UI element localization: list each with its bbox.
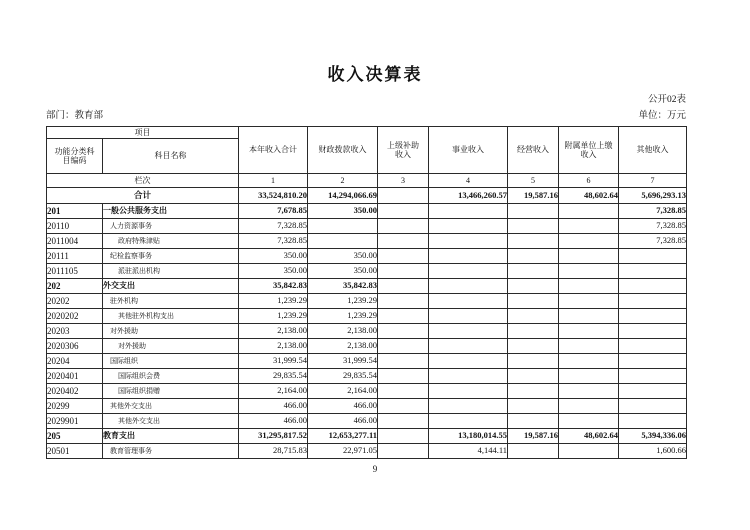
value-cell: 350.00 (308, 204, 378, 219)
value-cell: 2,164.00 (308, 384, 378, 399)
department-label: 部门：教育部 (46, 111, 104, 121)
table-row (47, 204, 687, 219)
value-cell (559, 294, 619, 309)
table-row (47, 429, 687, 444)
value-cell (508, 339, 559, 354)
header-col-total-income: 本年收入合计 (239, 127, 308, 174)
value-cell (619, 309, 687, 324)
value-cell (508, 204, 559, 219)
column-index: 2 (308, 174, 378, 188)
table-row (47, 399, 687, 414)
value-cell (559, 399, 619, 414)
column-index-row (47, 174, 687, 188)
value-cell: 7,328.85 (619, 234, 687, 249)
value-cell: 31,999.54 (308, 354, 378, 369)
header-col-business-income: 事业收入 (429, 127, 508, 174)
value-cell (429, 339, 508, 354)
table-row (47, 354, 687, 369)
value-cell: 12,653,277.11 (308, 429, 378, 444)
value-cell (508, 309, 559, 324)
value-cell (559, 219, 619, 234)
value-cell: 31,999.54 (239, 354, 308, 369)
value-cell: 1,239.29 (308, 309, 378, 324)
column-index: 3 (378, 174, 429, 188)
header-col-other-income: 其他收入 (619, 127, 687, 174)
column-index-label: 栏次 (47, 174, 239, 188)
value-cell (508, 384, 559, 399)
value-cell (378, 414, 429, 429)
header-col-fiscal-appropriation: 财政拨款收入 (308, 127, 378, 174)
value-cell (559, 249, 619, 264)
value-cell: 1,239.29 (308, 294, 378, 309)
value-cell: 31,295,817.52 (239, 429, 308, 444)
value-cell: 48,602.64 (559, 429, 619, 444)
value-cell (559, 234, 619, 249)
value-cell (429, 414, 508, 429)
total-row (47, 188, 687, 204)
column-index: 5 (508, 174, 559, 188)
table-row (47, 324, 687, 339)
value-cell (559, 369, 619, 384)
value-cell: 5,696,293.13 (619, 188, 687, 204)
value-cell: 350.00 (308, 249, 378, 264)
code-cell: 2020402 (47, 384, 103, 399)
value-cell: 29,835.54 (239, 369, 308, 384)
value-cell (378, 188, 429, 204)
name-cell: 纪检监察事务 (103, 249, 239, 264)
code-cell: 2029901 (47, 414, 103, 429)
value-cell (508, 294, 559, 309)
value-cell (429, 399, 508, 414)
value-cell (508, 249, 559, 264)
value-cell: 466.00 (239, 399, 308, 414)
code-cell: 2011004 (47, 234, 103, 249)
value-cell (429, 249, 508, 264)
name-cell: 驻外机构 (103, 294, 239, 309)
value-cell: 350.00 (308, 264, 378, 279)
value-cell: 28,715.83 (239, 444, 308, 459)
value-cell (429, 264, 508, 279)
value-cell (508, 444, 559, 459)
value-cell (559, 444, 619, 459)
value-cell: 48,602.64 (559, 188, 619, 204)
value-cell (378, 234, 429, 249)
value-cell (429, 309, 508, 324)
name-cell: 外交支出 (103, 279, 239, 294)
value-cell: 2,138.00 (308, 339, 378, 354)
value-cell (429, 369, 508, 384)
table-row (47, 309, 687, 324)
name-cell: 人力资源事务 (103, 219, 239, 234)
value-cell: 19,587.16 (508, 429, 559, 444)
value-cell: 29,835.54 (308, 369, 378, 384)
value-cell (429, 204, 508, 219)
value-cell (429, 384, 508, 399)
table-row (47, 234, 687, 249)
code-cell: 20204 (47, 354, 103, 369)
table-row (47, 279, 687, 294)
value-cell (508, 219, 559, 234)
value-cell (378, 324, 429, 339)
value-cell (508, 279, 559, 294)
value-cell: 350.00 (239, 249, 308, 264)
value-cell (429, 354, 508, 369)
value-cell (619, 369, 687, 384)
name-cell: 教育管理事务 (103, 444, 239, 459)
value-cell (559, 204, 619, 219)
header-subject-name: 科目名称 (103, 139, 239, 174)
value-cell (559, 354, 619, 369)
header-col-operating-income: 经营收入 (508, 127, 559, 174)
code-cell: 20202 (47, 294, 103, 309)
code-cell: 2011105 (47, 264, 103, 279)
code-cell: 20111 (47, 249, 103, 264)
value-cell (508, 354, 559, 369)
value-cell: 1,239.29 (239, 309, 308, 324)
value-cell (619, 414, 687, 429)
value-cell (378, 204, 429, 219)
code-cell: 20110 (47, 219, 103, 234)
name-cell: 其他驻外机构支出 (103, 309, 239, 324)
value-cell: 33,524,810.20 (239, 188, 308, 204)
name-cell: 对外援助 (103, 324, 239, 339)
value-cell (378, 249, 429, 264)
value-cell: 466.00 (308, 399, 378, 414)
value-cell: 2,138.00 (308, 324, 378, 339)
code-cell: 202 (47, 279, 103, 294)
meta-line (46, 107, 686, 121)
value-cell (378, 279, 429, 294)
value-cell: 19,587.16 (508, 188, 559, 204)
value-cell (508, 324, 559, 339)
value-cell (378, 264, 429, 279)
value-cell (559, 279, 619, 294)
code-cell: 2020401 (47, 369, 103, 384)
value-cell: 35,842.83 (308, 279, 378, 294)
value-cell (619, 324, 687, 339)
value-cell: 466.00 (308, 414, 378, 429)
table-row (47, 249, 687, 264)
code-cell: 205 (47, 429, 103, 444)
value-cell (559, 264, 619, 279)
name-cell: 政府特殊津贴 (103, 234, 239, 249)
value-cell (378, 339, 429, 354)
name-cell: 其他外交支出 (103, 414, 239, 429)
page-number: 9 (372, 464, 378, 474)
value-cell (508, 399, 559, 414)
value-cell: 7,328.85 (239, 234, 308, 249)
revenue-table (46, 126, 687, 459)
value-cell (378, 354, 429, 369)
code-cell: 2020306 (47, 339, 103, 354)
value-cell: 13,466,260.57 (429, 188, 508, 204)
value-cell (559, 309, 619, 324)
header-function-code: 功能分类科目编码 (47, 139, 103, 174)
value-cell: 1,239.29 (239, 294, 308, 309)
column-index: 6 (559, 174, 619, 188)
value-cell (508, 414, 559, 429)
value-cell: 13,180,014.55 (429, 429, 508, 444)
value-cell: 7,328.85 (239, 219, 308, 234)
code-cell: 2020202 (47, 309, 103, 324)
value-cell: 4,144.11 (429, 444, 508, 459)
value-cell: 35,842.83 (239, 279, 308, 294)
name-cell: 一般公共服务支出 (103, 204, 239, 219)
value-cell (378, 429, 429, 444)
header-item-group: 项目 (47, 127, 239, 139)
table-row (47, 294, 687, 309)
value-cell (378, 369, 429, 384)
name-cell: 国际组织会费 (103, 369, 239, 384)
value-cell (429, 234, 508, 249)
value-cell: 22,971.05 (308, 444, 378, 459)
value-cell: 2,138.00 (239, 339, 308, 354)
value-cell (559, 384, 619, 399)
value-cell: 2,164.00 (239, 384, 308, 399)
value-cell (508, 234, 559, 249)
name-cell: 教育支出 (103, 429, 239, 444)
value-cell: 2,138.00 (239, 324, 308, 339)
code-cell: 20203 (47, 324, 103, 339)
value-cell (429, 279, 508, 294)
value-cell (378, 219, 429, 234)
value-cell (308, 234, 378, 249)
value-cell (308, 219, 378, 234)
value-cell (378, 309, 429, 324)
value-cell: 14,294,066.69 (308, 188, 378, 204)
value-cell (619, 249, 687, 264)
column-index: 4 (429, 174, 508, 188)
name-cell: 国际组织 (103, 354, 239, 369)
table-row (47, 414, 687, 429)
value-cell (378, 444, 429, 459)
value-cell (429, 294, 508, 309)
column-index: 7 (619, 174, 687, 188)
header-row-top (47, 127, 687, 139)
name-cell: 派驻派出机构 (103, 264, 239, 279)
value-cell (378, 384, 429, 399)
header-col-superior-subsidy: 上级补助收入 (378, 127, 429, 174)
table-row (47, 339, 687, 354)
value-cell: 5,394,336.06 (619, 429, 687, 444)
value-cell (619, 354, 687, 369)
value-cell (559, 339, 619, 354)
value-cell: 466.00 (239, 414, 308, 429)
table-row (47, 219, 687, 234)
value-cell (619, 294, 687, 309)
total-label: 合计 (47, 188, 239, 204)
table-row (47, 264, 687, 279)
value-cell: 7,328.85 (619, 219, 687, 234)
code-cell: 20501 (47, 444, 103, 459)
value-cell (619, 264, 687, 279)
header-col-affiliate-remitted: 附属单位上缴收入 (559, 127, 619, 174)
value-cell (378, 399, 429, 414)
unit-label: 单位：万元 (638, 111, 686, 121)
table-row (47, 369, 687, 384)
value-cell (619, 384, 687, 399)
value-cell (429, 219, 508, 234)
value-cell (619, 339, 687, 354)
value-cell: 7,678.85 (239, 204, 308, 219)
value-cell (429, 324, 508, 339)
value-cell: 1,600.66 (619, 444, 687, 459)
name-cell: 国际组织捐赠 (103, 384, 239, 399)
page-title: 收入决算表 (327, 65, 423, 84)
code-cell: 201 (47, 204, 103, 219)
table-row (47, 444, 687, 459)
table-code-label: 公开02表 (647, 95, 686, 105)
table-row (47, 384, 687, 399)
value-cell: 7,328.85 (619, 204, 687, 219)
value-cell (619, 399, 687, 414)
value-cell (508, 264, 559, 279)
value-cell (619, 279, 687, 294)
code-cell: 20299 (47, 399, 103, 414)
value-cell (378, 294, 429, 309)
column-index: 1 (239, 174, 308, 188)
value-cell: 350.00 (239, 264, 308, 279)
name-cell: 其他外交支出 (103, 399, 239, 414)
value-cell (559, 324, 619, 339)
value-cell (508, 369, 559, 384)
value-cell (559, 414, 619, 429)
name-cell: 对外援助 (103, 339, 239, 354)
